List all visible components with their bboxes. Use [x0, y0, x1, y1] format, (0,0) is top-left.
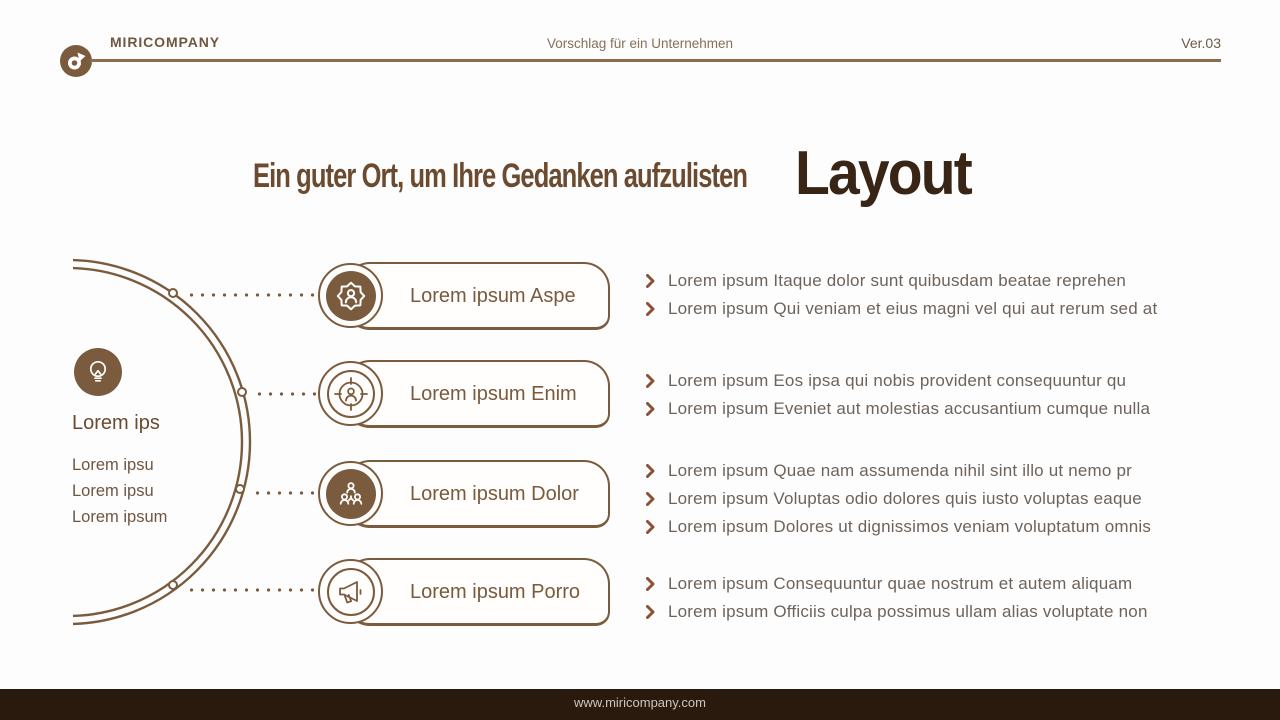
- bullet-row: [646, 267, 1206, 295]
- lightbulb-icon: [74, 348, 122, 396]
- connector-dotted-line: [252, 491, 316, 495]
- bullet-row: [646, 513, 1206, 541]
- bullet-text: Lorem ipsum Voluptas odio dolores quis iusto voluptas eaque: [668, 489, 1142, 508]
- pill-item: [318, 360, 610, 428]
- bullet-row: [646, 570, 1206, 598]
- megaphone-icon: [318, 559, 383, 624]
- bullet-text: Lorem ipsum Qui veniam et eius magni vel qui aut rerum sed at: [668, 299, 1158, 318]
- company-name: MIRICOMPANY: [110, 34, 220, 50]
- chevron-right-icon: [646, 302, 660, 316]
- connector-dotted-line: [254, 392, 316, 396]
- arc-node: [235, 484, 245, 494]
- arc-node: [237, 387, 247, 397]
- slide-subtitle: Ein guter Ort, um Ihre Gedanken aufzulisten: [253, 157, 748, 195]
- bullet-group: [646, 457, 1206, 541]
- badge-person-icon: [318, 263, 383, 328]
- footer-url: www.miricompany.com: [574, 695, 706, 710]
- connector-dotted-line: [186, 588, 316, 592]
- list-item: Lorem ipsum: [72, 508, 168, 526]
- pill-label: Lorem ipsum Porro: [410, 580, 581, 603]
- chevron-right-icon: [646, 577, 660, 591]
- header-divider: [90, 59, 1221, 62]
- list-item: Lorem ipsu: [72, 456, 154, 474]
- left-panel-list: [72, 452, 167, 530]
- bullet-text: Lorem ipsum Eos ipsa qui nobis provident consequuntur qu: [668, 371, 1127, 390]
- bullet-row: [646, 598, 1206, 626]
- footer-bar: [0, 689, 1280, 720]
- connector-dotted-line: [186, 293, 316, 297]
- pill-label: Lorem ipsum Enim: [410, 382, 577, 405]
- bullet-row: [646, 367, 1206, 395]
- arc-node: [168, 288, 178, 298]
- bullet-text: Lorem ipsum Dolores ut dignissimos veniam voluptatum omnis: [668, 517, 1152, 536]
- arc-node: [168, 580, 178, 590]
- chevron-right-icon: [646, 605, 660, 619]
- left-panel-heading: Lorem ips: [72, 412, 160, 434]
- version-label: Ver.03: [1181, 35, 1221, 51]
- bullet-group: [646, 267, 1206, 323]
- header-subtitle: Vorschlag für ein Unternehmen: [546, 36, 734, 51]
- pill-label: Lorem ipsum Dolor: [410, 482, 579, 505]
- bullet-row: [646, 295, 1206, 323]
- pill-label: Lorem ipsum Aspe: [410, 284, 576, 307]
- bullet-row: [646, 395, 1206, 423]
- chevron-right-icon: [646, 492, 660, 506]
- bullet-group: [646, 367, 1206, 423]
- bullet-row: [646, 457, 1206, 485]
- team-icon: [318, 461, 383, 526]
- pill-item: [318, 558, 610, 626]
- chevron-right-icon: [646, 520, 660, 534]
- page-title: Layout: [795, 139, 971, 208]
- bullet-text: Lorem ipsum Officiis culpa possimus ullam alias voluptate non: [668, 602, 1148, 621]
- bullet-text: Lorem ipsum Consequuntur quae nostrum et autem aliquam: [668, 574, 1133, 593]
- bullet-text: Lorem ipsum Itaque dolor sunt quibusdam beatae reprehen: [668, 271, 1127, 290]
- chevron-right-icon: [646, 374, 660, 388]
- bullet-group: [646, 570, 1206, 626]
- circle-arc: [0, 240, 280, 640]
- chevron-right-icon: [646, 402, 660, 416]
- bullet-text: Lorem ipsum Eveniet aut molestias accusantium cumque nulla: [668, 399, 1151, 418]
- pill-item: [318, 262, 610, 330]
- bullet-row: [646, 485, 1206, 513]
- list-item: Lorem ipsu: [72, 482, 154, 500]
- bullet-text: Lorem ipsum Quae nam assumenda nihil sint illo ut nemo pr: [668, 461, 1133, 480]
- target-person-icon: [318, 361, 383, 426]
- chevron-right-icon: [646, 464, 660, 478]
- chevron-right-icon: [646, 274, 660, 288]
- pill-item: [318, 460, 610, 528]
